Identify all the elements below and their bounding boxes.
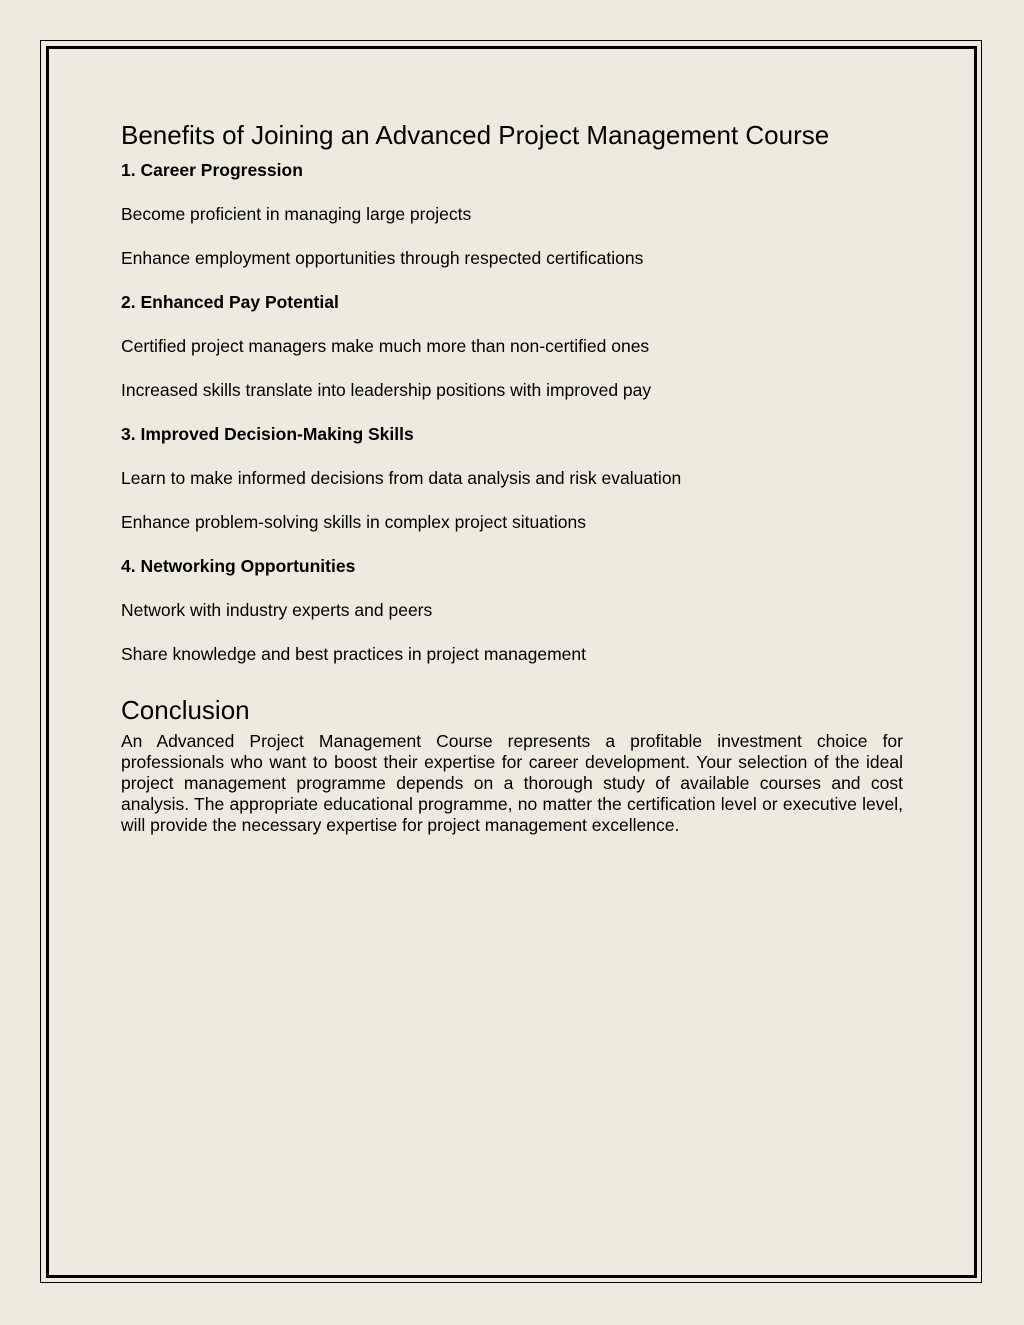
conclusion-paragraph: An Advanced Project Management Course represents a profitable investment choice for professionals who want to boost their expertise for career development. Your selection of the ideal project management programme depends on a thorough study of available courses and cost analysis. The appropriate educational programme, no matter the certification level or executive level, will provide the necessary expertise for project management excellence.	[121, 731, 903, 835]
section-point: Become proficient in managing large projects	[121, 204, 472, 224]
section-point: Share knowledge and best practices in project management	[121, 644, 586, 664]
section-heading: 2. Enhanced Pay Potential	[121, 292, 339, 312]
section-point: Certified project managers make much more than non-certified ones	[121, 336, 650, 356]
section-point: Network with industry experts and peers	[121, 600, 433, 620]
section-enhanced-pay	[121, 290, 903, 402]
document-content	[121, 118, 903, 836]
conclusion-title: Conclusion	[121, 695, 250, 725]
section-networking	[121, 554, 903, 666]
section-heading: 1. Career Progression	[121, 160, 303, 180]
section-career-progression	[121, 158, 903, 270]
section-heading: 3. Improved Decision-Making Skills	[121, 424, 414, 444]
section-point: Learn to make informed decisions from data analysis and risk evaluation	[121, 468, 682, 488]
page-title: Benefits of Joining an Advanced Project Management Course	[121, 120, 830, 150]
section-point: Enhance problem-solving skills in complex project situations	[121, 512, 586, 532]
section-point: Increased skills translate into leadership positions with improved pay	[121, 380, 652, 400]
section-decision-making	[121, 422, 903, 534]
section-point: Enhance employment opportunities through respected certifications	[121, 248, 644, 268]
section-heading: 4. Networking Opportunities	[121, 556, 356, 576]
